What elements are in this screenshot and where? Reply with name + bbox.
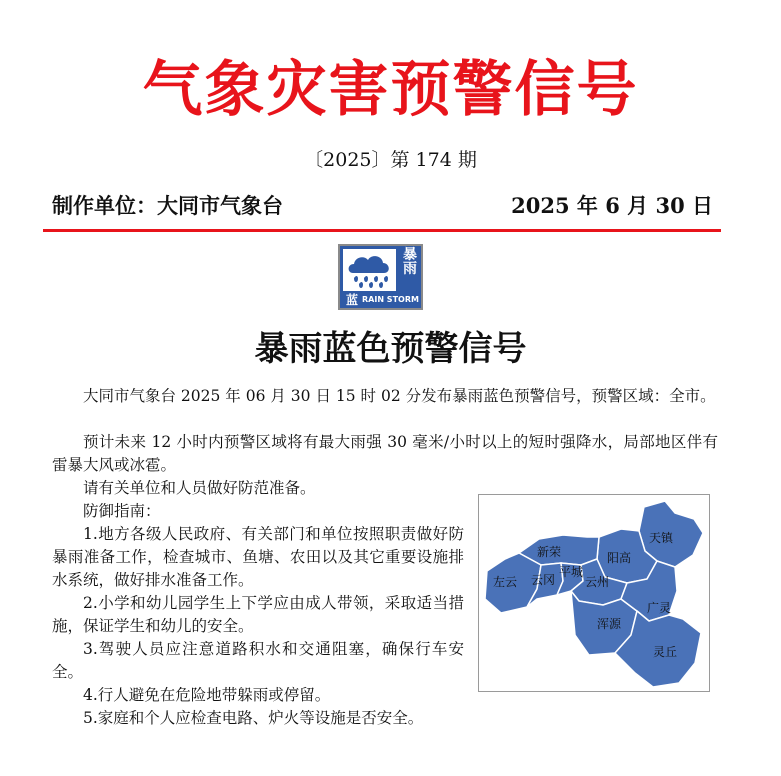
issue-number: 〔2025〕第 174 期 <box>304 149 477 171</box>
map-label: 天镇 <box>649 531 674 545</box>
header-divider <box>43 229 721 232</box>
warning-badge <box>338 244 423 310</box>
map-label: 浑源 <box>597 617 622 631</box>
warning-area-map <box>478 494 710 692</box>
badge-type: 暴雨 <box>403 247 417 277</box>
issue-date: 2025 年 6 月 30 日 <box>511 193 713 218</box>
guide-heading: 防御指南： <box>83 502 161 520</box>
map-label: 云冈 <box>531 573 556 587</box>
map-label: 阳高 <box>607 551 632 565</box>
map-label: 广灵 <box>647 601 672 615</box>
map-label: 灵丘 <box>653 645 678 659</box>
advice-paragraph: 请有关单位和人员做好防范准备。 <box>83 479 316 497</box>
signal-title: 暴雨蓝色预警信号 <box>254 329 527 369</box>
map-label: 新荣 <box>537 545 562 559</box>
map-label: 云州 <box>585 575 610 589</box>
forecast-paragraph: 预计未来 12 小时内预警区域将有最大雨强 30 毫米/小时以上的短时强降水，局部地区伴有雷暴大风或冰雹。 <box>52 433 718 474</box>
document-title: 气象灾害预警信号 <box>142 55 639 125</box>
map-label: 左云 <box>493 575 518 589</box>
map-label: 平城 <box>559 565 584 579</box>
guide-item: 2.小学和幼儿园学生上下学应由成人带领，采取适当措施，保证学生和幼儿的安全。 <box>52 594 464 635</box>
issuing-unit: 制作单位：大同市气象台 <box>52 193 283 218</box>
rain-cloud-icon <box>343 249 396 291</box>
guide-item: 1.地方各级人民政府、有关部门和单位按照职责做好防暴雨准备工作，检查城市、鱼塘、农田以及其它重要设施排水系统，做好排水准备工作。 <box>52 525 464 589</box>
guide-item: 3.驾驶人员应注意道路积水和交通阻塞，确保行车安全。 <box>52 640 464 681</box>
release-paragraph: 大同市气象台 2025 年 06 月 30 日 15 时 02 分发布暴雨蓝色预警信号，预警区域：全市。 <box>83 387 716 405</box>
badge-english: RAIN STORM <box>362 295 419 304</box>
guide-item: 4.行人避免在危险地带躲雨或停留。 <box>83 686 331 704</box>
guide-item: 5.家庭和个人应检查电路、炉火等设施是否安全。 <box>83 709 424 727</box>
badge-level: 蓝 <box>345 293 358 307</box>
